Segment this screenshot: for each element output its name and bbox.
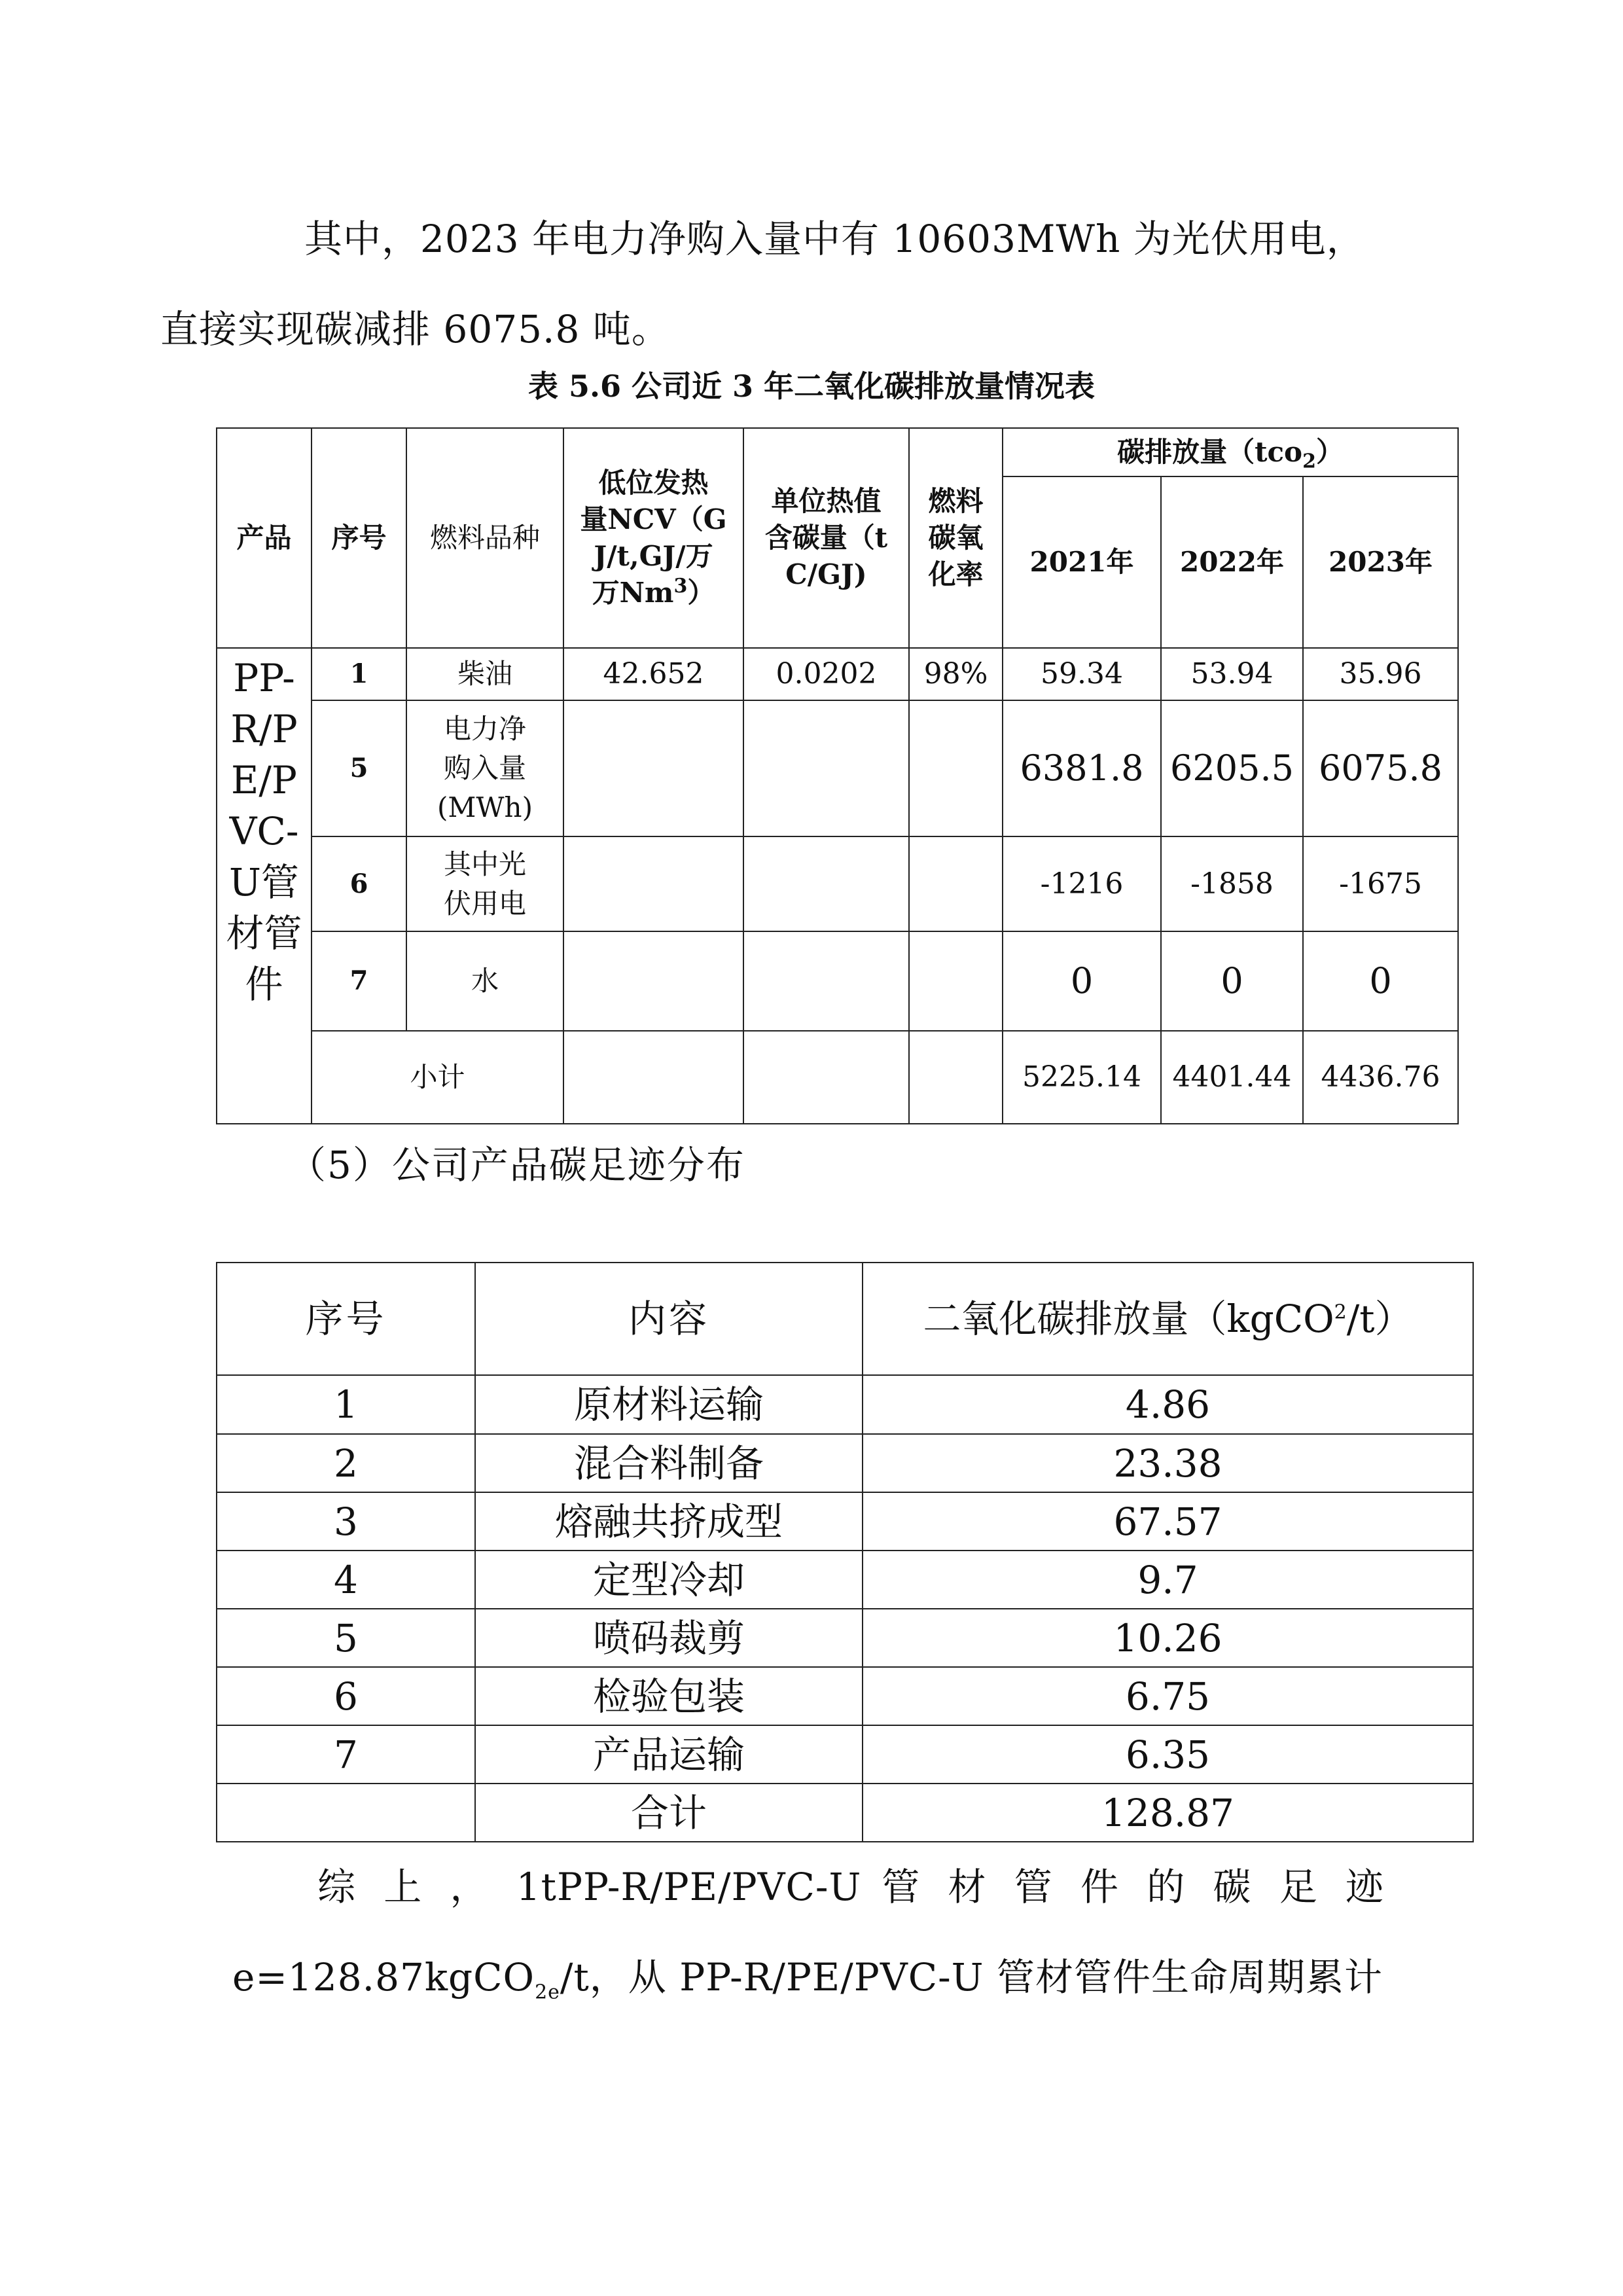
header-ncv: 低位发热 量NCV（G J/t,GJ/万 万Nm$^3$） [563, 428, 743, 648]
subtotal-oxidation-rate [909, 1031, 1003, 1124]
ncv-value: 42.652 [563, 648, 743, 700]
header-product: 产品 [217, 428, 312, 648]
carbon-content-value [743, 700, 909, 836]
fuel-name: 水 [406, 931, 563, 1031]
emission-2022: 53.94 [1161, 648, 1303, 700]
oxidation-rate-value: 98% [909, 648, 1003, 700]
subtotal-2021: 5225.14 [1003, 1031, 1161, 1124]
total-value: 128.87 [863, 1784, 1473, 1842]
row-index: 5 [217, 1609, 475, 1667]
ncv-value [563, 836, 743, 931]
row-index: 6 [217, 1667, 475, 1725]
intro-line-2: 直接实现碳减排 6075.8 吨。 [160, 307, 670, 351]
row-index: 7 [312, 931, 406, 1031]
header-oxidation-rate: 燃料 碳氧 化率 [909, 428, 1003, 648]
emission-2023: 35.96 [1303, 648, 1458, 700]
total-index [217, 1784, 475, 1842]
carbon-content-value: 0.0202 [743, 648, 909, 700]
fuel-name: 电力净 购入量 (MWh) [406, 700, 563, 836]
footprint-table [216, 1262, 1474, 1842]
row-content: 产品运输 [475, 1725, 863, 1784]
intro-paragraph [160, 194, 1384, 374]
row-value: 10.26 [863, 1609, 1473, 1667]
emission-2021: 0 [1003, 931, 1161, 1031]
row-value: 67.57 [863, 1492, 1473, 1551]
subtotal-2023: 4436.76 [1303, 1031, 1458, 1124]
section-heading: （5）公司产品碳足迹分布 [288, 1143, 745, 1187]
emission-2022: 0 [1161, 931, 1303, 1031]
header-index: 序号 [312, 428, 406, 648]
row-index: 1 [312, 648, 406, 700]
row-content: 定型冷却 [475, 1551, 863, 1609]
header-carbon-content: 单位热值 含碳量（t C/GJ) [743, 428, 909, 648]
emission-2021: 59.34 [1003, 648, 1161, 700]
oxidation-rate-value [909, 700, 1003, 836]
fuel-name: 其中光 伏用电 [406, 836, 563, 931]
ncv-value [563, 700, 743, 836]
row-value: 6.35 [863, 1725, 1473, 1784]
row-content: 原材料运输 [475, 1375, 863, 1434]
subtotal-carbon-content [743, 1031, 909, 1124]
header-content: 内容 [475, 1263, 863, 1375]
table1-caption: 表 5.6 公司近 3 年二氧化碳排放量情况表 [527, 368, 1096, 404]
emission-2021: -1216 [1003, 836, 1161, 931]
header-year-2022: 2022年 [1161, 476, 1303, 648]
emission-2023: 0 [1303, 931, 1458, 1031]
emission-2021: 6381.8 [1003, 700, 1161, 836]
oxidation-rate-value [909, 836, 1003, 931]
summary-line-1: 综 上 ， 1tPP-R/PE/PVC-U 管 材 管 件 的 碳 足 迹 [317, 1865, 1384, 1909]
carbon-content-value [743, 931, 909, 1031]
carbon-content-value [743, 836, 909, 931]
header-year-2023: 2023年 [1303, 476, 1458, 648]
emissions-table [216, 427, 1459, 1124]
header-emission: 二氧化碳排放量（kgCO$^2$/t） [863, 1263, 1473, 1375]
row-index: 4 [217, 1551, 475, 1609]
product-name: PP-R/PE/PVC-U管材管件 [217, 648, 312, 1124]
row-index: 5 [312, 700, 406, 836]
subtotal-label: 小计 [312, 1031, 563, 1124]
row-value: 4.86 [863, 1375, 1473, 1434]
header-fuel: 燃料品种 [406, 428, 563, 648]
emission-2023: 6075.8 [1303, 700, 1458, 836]
emission-2023: -1675 [1303, 836, 1458, 931]
total-label: 合计 [475, 1784, 863, 1842]
summary-line-2: e=128.87kgCO$_{2e}$/t，从 PP-R/PE/PVC-U 管材管件生命周期累计 [232, 1955, 1383, 2004]
header-year-2021: 2021年 [1003, 476, 1161, 648]
emission-2022: 6205.5 [1161, 700, 1303, 836]
emission-2022: -1858 [1161, 836, 1303, 931]
subtotal-2022: 4401.44 [1161, 1031, 1303, 1124]
row-content: 混合料制备 [475, 1434, 863, 1492]
header-emissions: 碳排放量（tco$_2$） [1003, 428, 1458, 476]
row-value: 9.7 [863, 1551, 1473, 1609]
fuel-name: 柴油 [406, 648, 563, 700]
row-index: 1 [217, 1375, 475, 1434]
row-content: 喷码裁剪 [475, 1609, 863, 1667]
row-index: 3 [217, 1492, 475, 1551]
row-value: 6.75 [863, 1667, 1473, 1725]
intro-line-1: 其中，2023 年电力净购入量中有 10603MWh 为光伏用电， [304, 217, 1365, 261]
row-index: 7 [217, 1725, 475, 1784]
ncv-value [563, 931, 743, 1031]
header-index: 序号 [217, 1263, 475, 1375]
row-content: 熔融共挤成型 [475, 1492, 863, 1551]
subtotal-ncv [563, 1031, 743, 1124]
row-index: 6 [312, 836, 406, 931]
row-content: 检验包装 [475, 1667, 863, 1725]
row-index: 2 [217, 1434, 475, 1492]
oxidation-rate-value [909, 931, 1003, 1031]
row-value: 23.38 [863, 1434, 1473, 1492]
